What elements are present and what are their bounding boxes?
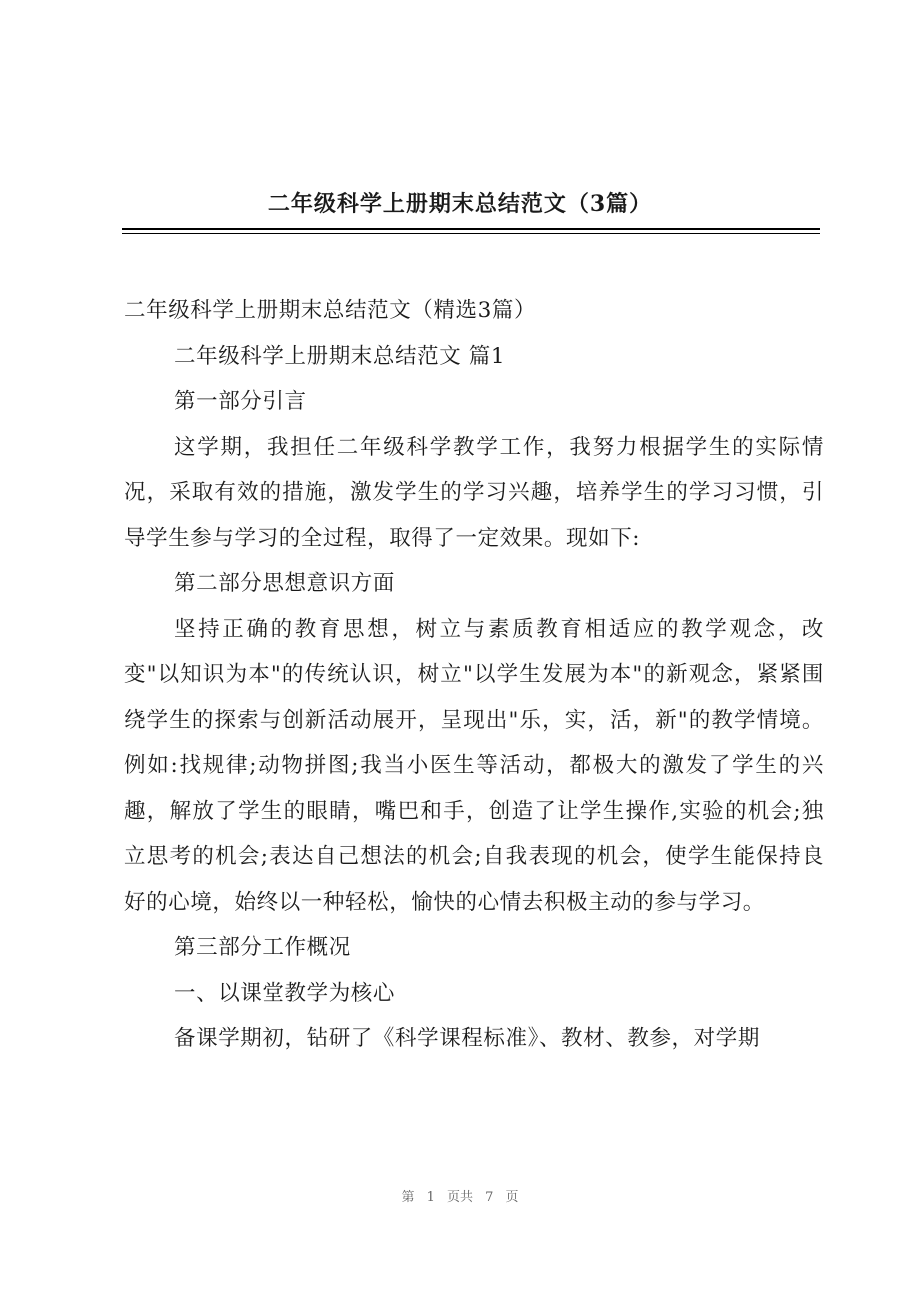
title-divider-thick (122, 228, 820, 230)
document-title: 二年级科学上册期末总结范文（3篇） (267, 191, 653, 217)
subtitle-paragraph: 二年级科学上册期末总结范文（精选3篇） (124, 298, 537, 323)
section-heading: 第二部分思想意识方面 (174, 571, 396, 596)
section-heading: 一、以课堂教学为核心 (174, 980, 396, 1006)
body-paragraph: 这学期，我担任二年级科学教学工作，我努力根据学生的实际情况，采取有效的措施，激发学生的学习兴趣，培养学生的学习习惯，引导学生参与学习的全过程，取得了一定效果。现如下: (124, 434, 824, 551)
title-divider-thin (122, 233, 820, 234)
body-paragraph: 备课学期初，钻研了《科学课程标准》、教材、教参，对学期 (174, 1026, 760, 1051)
section-heading: 第一部分引言 (174, 389, 307, 414)
document-body (124, 288, 824, 1062)
section-heading: 第三部分工作概况 (174, 935, 351, 960)
section-heading: 二年级科学上册期末总结范文 篇1 (174, 343, 506, 369)
page-footer: 第 1 页共 7 页 (401, 1190, 519, 1205)
body-paragraph: 坚持正确的教育思想，树立与素质教育相适应的教学观念，改变"以知识为本"的传统认识，树立"以学生发展为本"的新观念，紧紧围绕学生的探索与创新活动展开，呈现出"乐，实，活，新"的教学情境。例如:找规律;动物拼图;我当小医生等活动，都极大的激发了学生的兴趣，解放了学生的眼睛，嘴巴和手，创造了让学生操作,实验的机会;独立思考的机会;表达自己想法的机会;自我表现的机会，使学生能保持良好的心境，始终以一种轻松，愉快的心情去积极主动的参与学习。 (124, 616, 824, 915)
